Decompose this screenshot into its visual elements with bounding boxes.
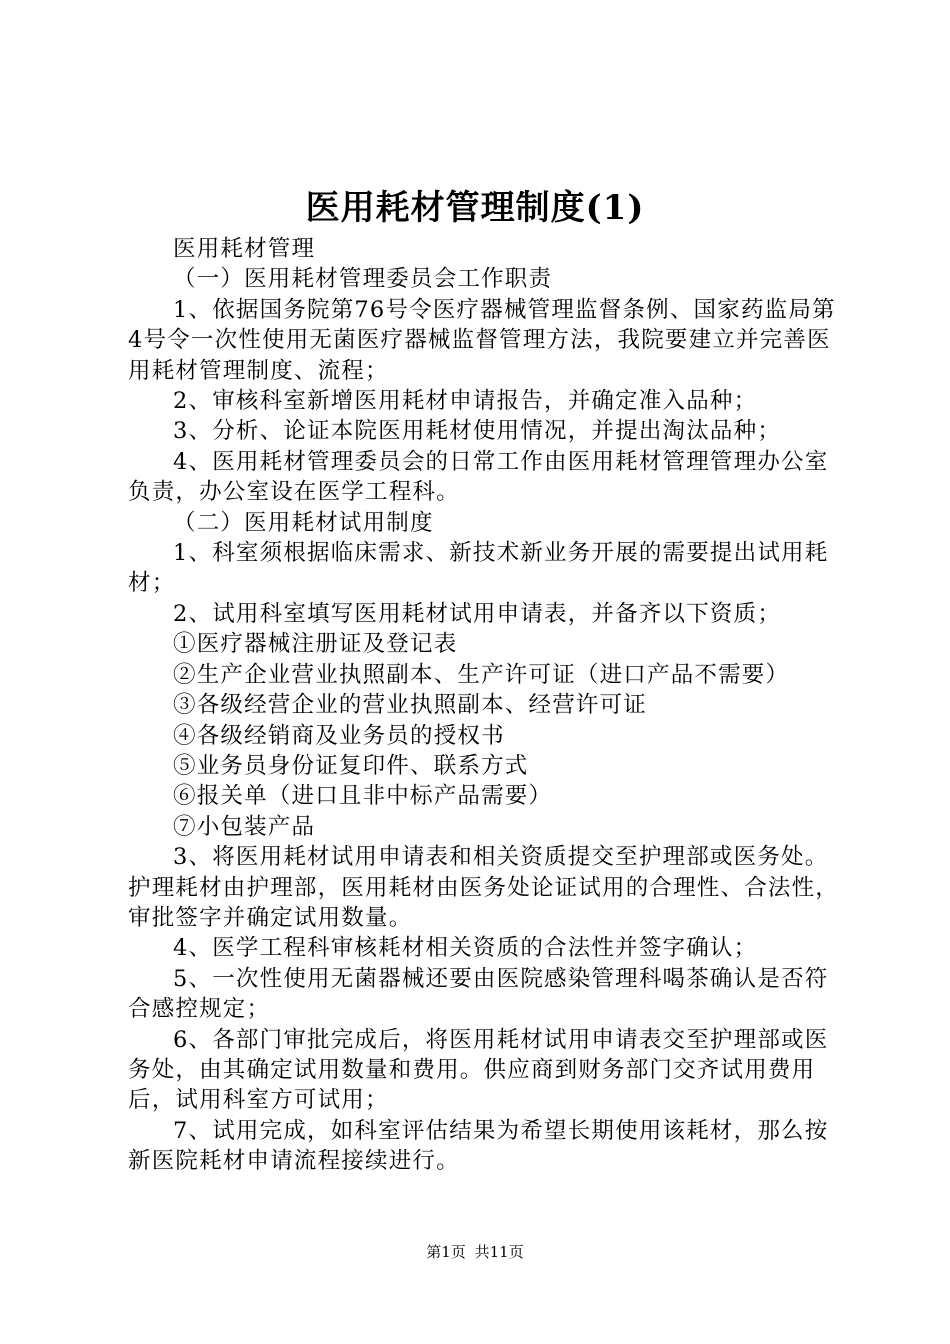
paragraph: 3、将医用耗材试用申请表和相关资质提交至护理部或医务处。护理耗材由护理部，医用耗材由医务处论证试用的合理性、合法性，审批签字并确定试用数量。 <box>128 844 840 931</box>
page-total: 共11页 <box>474 1243 524 1261</box>
paragraph: 2、试用科室填写医用耗材试用申请表，并备齐以下资质； <box>173 600 782 627</box>
paragraph: 1、科室须根据临床需求、新技术新业务开展的需要提出试用耗材； <box>128 540 829 597</box>
document-body <box>128 234 840 1177</box>
subsection-heading-2: （二）医用耗材试用制度 <box>173 509 434 536</box>
paragraph: 3、分析、论证本院医用耗材使用情况，并提出淘汰品种； <box>173 418 782 445</box>
paragraph: 6、各部门审批完成后，将医用耗材试用申请表交至护理部或医务处，由其确定试用数量和费用。供应商到财务部门交齐试用费用后，试用科室方可试用； <box>128 1026 829 1114</box>
paragraph: 7、试用完成，如科室评估结果为希望长期使用该耗材，那么按新医院耗材申请流程接续进行。 <box>128 1117 829 1175</box>
paragraph: 2、审核科室新增医用耗材申请报告，并确定准入品种； <box>173 388 758 415</box>
list-item: ④各级经销商及业务员的授权书 <box>173 722 505 749</box>
paragraph: 1、依据国务院第76号令医疗器械管理监督条例、国家药监局第4号令一次性使用无菌医疗器械监督管理方法，我院要建立并完善医用耗材管理制度、流程； <box>128 296 836 384</box>
list-item: ①医疗器械注册证及登记表 <box>173 631 458 658</box>
paragraph: 4、医学工程科审核耗材相关资质的合法性并签字确认； <box>173 935 758 962</box>
paragraph: 5、一次性使用无菌器械还要由医院感染管理科喝茶确认是否符合感控规定； <box>128 965 829 1023</box>
subsection-heading-1: （一）医用耗材管理委员会工作职责 <box>173 266 553 293</box>
list-item: ⑦小包装产品 <box>173 813 316 840</box>
list-item: ②生产企业营业执照副本、生产许可证（进口产品不需要） <box>173 661 790 688</box>
page-number: 第1页 <box>426 1243 466 1261</box>
section-heading: 医用耗材管理 <box>173 236 316 262</box>
list-item: ③各级经营企业的营业执照副本、经营许可证 <box>173 692 648 719</box>
list-item: ⑤业务员身份证复印件、联系方式 <box>173 752 529 779</box>
document-title: 医用耗材管理制度(1) <box>305 188 645 228</box>
paragraph: 4、医用耗材管理委员会的日常工作由医用耗材管理管理办公室负责，办公室设在医学工程科。 <box>128 448 829 506</box>
list-item: ⑥报关单（进口且非中标产品需要） <box>173 783 553 810</box>
page-footer <box>0 1242 950 1262</box>
